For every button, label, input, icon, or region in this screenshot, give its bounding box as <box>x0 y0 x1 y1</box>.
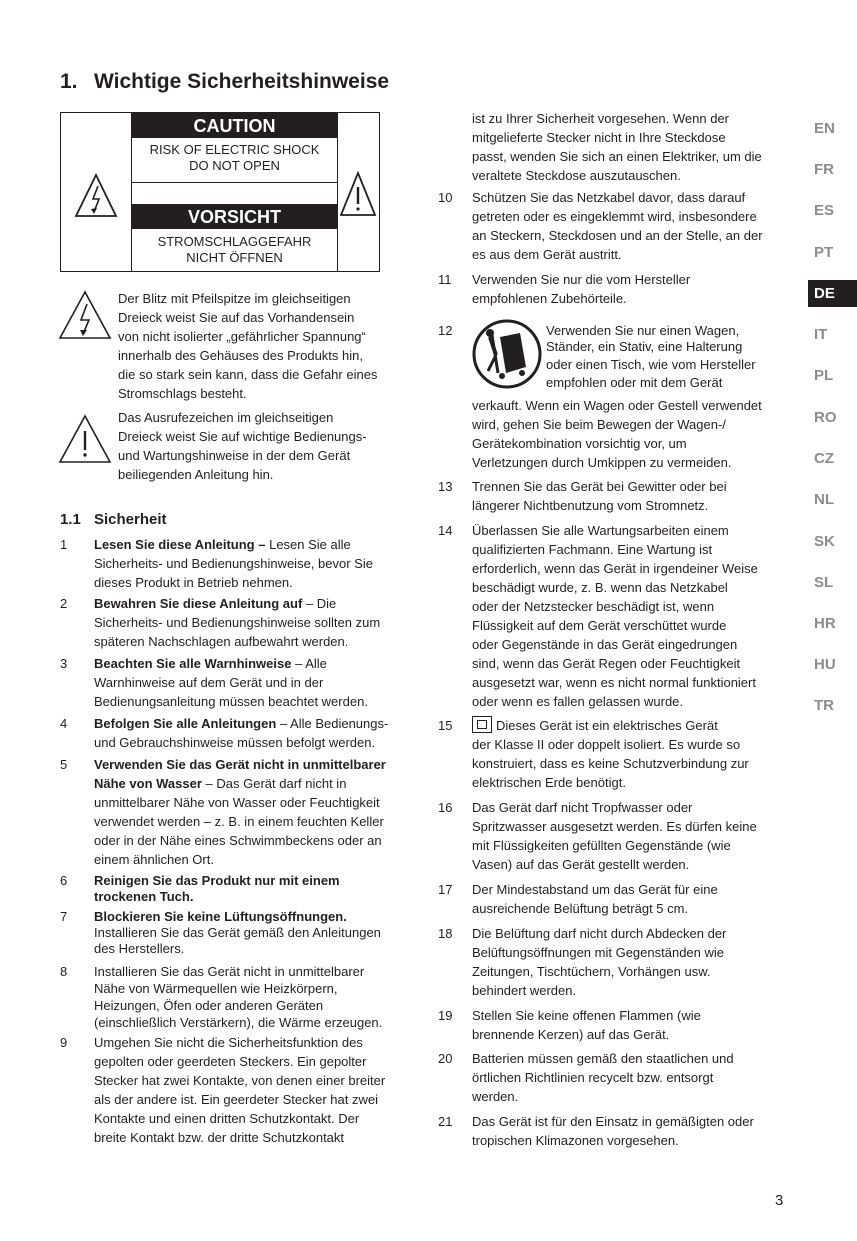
text-line: einem ähnlichen Ort. <box>94 852 214 867</box>
caution-exclamation-panel <box>337 113 379 271</box>
heading-title: Wichtige Sicherheitshinweise <box>94 70 390 93</box>
item-bold-text: Verwenden Sie das Gerät nicht in unmittelbarer <box>94 757 386 772</box>
item-number: 10 <box>438 190 453 205</box>
text-line: örtlichen Richtlinien recycelt bzw. entsorgt <box>472 1070 714 1085</box>
text-line: konstruiert, dass es keine Schutzverbindung zur <box>472 756 749 771</box>
text-line: ausgesetzt war, wenn es nicht normal funktioniert <box>472 675 756 690</box>
text-line: oder wenn es fallen gelassen wurde. <box>472 694 684 709</box>
text-line: empfohlen oder mit dem Gerät <box>546 375 723 390</box>
text-line: es aus dem Gerät austritt. <box>472 247 622 262</box>
text-line: oder einen Tisch, wie vom Hersteller <box>546 357 756 372</box>
caution-divider <box>132 182 337 204</box>
lightning-symbol-description <box>118 289 377 403</box>
text-line: Sicherheits- und Bedienungshinweise, bevor Sie <box>94 556 373 571</box>
lightning-triangle-icon <box>61 113 131 271</box>
text-line: Sicherheits- und Bedienungshinweise sollten zum <box>94 615 381 630</box>
text-line: Verwenden Sie nur einen Wagen, <box>546 323 740 338</box>
class-ii-double-insulation-icon <box>472 716 492 733</box>
lang-tab-de[interactable]: DE <box>808 280 857 307</box>
text-line: gepolten oder geerdeten Steckers. Ein gepolter <box>94 1054 367 1069</box>
caution-line-2: DO NOT OPEN <box>189 158 280 173</box>
lang-tab-hu[interactable]: HU <box>814 656 836 673</box>
item-bold-text: Blockieren Sie keine Lüftungsöffnungen. <box>94 909 347 924</box>
text-line: elektrischen Erde benötigt. <box>472 775 626 790</box>
lang-tab-sl[interactable]: SL <box>814 574 834 591</box>
item-bold-text: Bewahren Sie diese Anleitung auf <box>94 596 303 611</box>
item-number: 20 <box>438 1051 453 1066</box>
item-number: 7 <box>60 909 68 924</box>
text-line: Kontakte und einen dritten Schutzkontakt. Der <box>94 1111 360 1126</box>
text-line: Dreieck weist Sie auf das Vorhandensein <box>118 310 355 325</box>
list-item <box>438 321 798 471</box>
item-number: 12 <box>438 323 453 338</box>
text-line: oder der Netzstecker beschädigt ist, wenn <box>472 599 715 614</box>
text-line: verwendet werden – z. B. in einem feuchten Keller <box>94 814 384 829</box>
text-line: Dreieck weist Sie auf wichtige Bedienungs- <box>118 429 367 444</box>
text-line: Das Gerät darf nicht Tropfwasser oder <box>472 800 693 815</box>
text-line: längerer Nichtbenutzung vom Stromnetz. <box>472 498 709 513</box>
text-line: – Das Gerät darf nicht in <box>205 776 347 791</box>
text-line: Das Ausrufezeichen im gleichseitigen <box>118 410 334 425</box>
text-line: Überlassen Sie alle Wartungsarbeiten einem <box>472 523 729 538</box>
item-bold-text: Nähe von Wasser <box>94 776 202 791</box>
text-line: erforderlich, wenn das Gerät in irgendeiner Weise <box>472 561 758 576</box>
text-line: – Alle Bedienungs- <box>279 716 389 731</box>
vorsicht-title: VORSICHT <box>132 204 337 229</box>
item-number: 3 <box>60 656 68 671</box>
caution-box <box>60 112 380 272</box>
lightning-triangle-icon <box>58 290 112 342</box>
exclamation-symbol-description <box>118 408 367 484</box>
item-number: 5 <box>60 757 68 772</box>
caution-line-1: RISK OF ELECTRIC SHOCK <box>149 142 320 157</box>
text-line: Bedienungsanleitung müssen beachtet werden. <box>94 694 368 709</box>
text-line: Dieses Gerät ist ein elektrisches Gerät <box>496 718 718 733</box>
text-line: dieses Produkt in Betrieb nehmen. <box>94 575 293 590</box>
text-line: Verwenden Sie nur die vom Hersteller <box>472 272 691 287</box>
item-number: 1 <box>60 537 68 552</box>
text-line: Der Mindestabstand um das Gerät für eine <box>472 882 718 897</box>
text-line: oder Gegenstände in das Gerät eingedrungen <box>472 637 738 652</box>
vorsicht-line-2: NICHT ÖFFNEN <box>186 250 283 265</box>
text-line: unmittelbarer Nähe von Wasser oder Feuchtigkeit <box>94 795 380 810</box>
text-line: Spritzwasser ausgesetzt werden. Es dürfen keine <box>472 819 757 834</box>
exclamation-triangle-icon <box>337 113 379 271</box>
text-line: – Alle <box>295 656 327 671</box>
text-line: Heizungen, Öfen oder anderen Geräten <box>94 998 324 1013</box>
text-line: Warnhinweise auf dem Gerät und in der <box>94 675 324 690</box>
text-line: von nicht isolierter „gefährlicher Spannung“ <box>118 329 366 344</box>
text-line: der Klasse II oder doppelt isoliert. Es wurde so <box>472 737 741 752</box>
text-line: mitgelieferte Stecker nicht in Ihre Steckdose <box>472 130 726 145</box>
text-line: veraltete Steckdose auszutauschen. <box>472 168 681 183</box>
item-number: 21 <box>438 1114 453 1129</box>
text-line: wird, gehen Sie beim Bewegen der Wagen-/ <box>472 417 726 432</box>
text-line: empfohlenen Zubehörteile. <box>472 291 627 306</box>
text-line: Trennen Sie das Gerät bei Gewitter oder bei <box>472 479 727 494</box>
caution-label-panel <box>131 113 338 271</box>
text-line: Lesen Sie alle <box>269 537 351 552</box>
text-line: Installieren Sie das Gerät gemäß den Anleitungen <box>94 925 381 940</box>
item-bold-text: Befolgen Sie alle Anleitungen <box>94 716 277 731</box>
heading-number: 1. <box>60 70 78 93</box>
text-line: sind, wenn das Gerät Regen oder Feuchtigkeit <box>472 656 741 671</box>
lang-tab-nl[interactable]: NL <box>814 491 834 508</box>
item-number: 14 <box>438 523 453 538</box>
item-number: 2 <box>60 596 68 611</box>
item-bold-text: Beachten Sie alle Warnhinweise <box>94 656 292 671</box>
lang-tab-fr[interactable]: FR <box>814 161 834 178</box>
text-line: tropischen Klimazonen vorgesehen. <box>472 1133 679 1148</box>
lang-tab-pt[interactable]: PT <box>814 244 834 261</box>
lang-tab-cz[interactable]: CZ <box>814 450 834 467</box>
text-line: werden. <box>472 1089 519 1104</box>
exclamation-triangle-icon <box>58 414 112 466</box>
text-line: Installieren Sie das Gerät nicht in unmittelbarer <box>94 964 365 979</box>
text-line: getreten oder es eingeklemmt wird, insbesondere <box>472 209 757 224</box>
page-number: 3 <box>775 1192 784 1209</box>
item-number: 6 <box>60 873 68 888</box>
section-number: 1.1 <box>60 511 81 528</box>
lang-tab-pl[interactable]: PL <box>814 367 834 384</box>
text-line: Belüftungsöffnungen mit Gegenständen wie <box>472 945 724 960</box>
text-line: Stellen Sie keine offenen Flammen (wie <box>472 1008 701 1023</box>
text-line: Vasen) auf das Gerät gestellt werden. <box>472 857 690 872</box>
text-line: ist zu Ihrer Sicherheit vorgesehen. Wenn der <box>472 111 730 126</box>
lang-tab-tr[interactable]: TR <box>814 697 834 714</box>
item-bold-text: Reinigen Sie das Produkt nur mit einem <box>94 873 340 888</box>
text-line: späteren Nachschlagen aufbewahrt werden. <box>94 634 349 649</box>
text-line: Stecker hat zwei Kontakte, von denen einer breiter <box>94 1073 386 1088</box>
text-line: Zeitungen, Tischtüchern, Vorhängen usw. <box>472 964 711 979</box>
text-line: Der Blitz mit Pfeilspitze im gleichseitigen <box>118 291 351 306</box>
item-number: 11 <box>438 272 452 287</box>
lang-tab-es[interactable]: ES <box>814 202 835 219</box>
text-line: brennende Kerzen) auf das Gerät. <box>472 1027 670 1042</box>
text-line: (einschließlich Verstärkern), die Wärme erzeugen. <box>94 1015 383 1030</box>
text-line: – Die <box>305 596 337 611</box>
text-line: Umgehen Sie nicht die Sicherheitsfunktion des <box>94 1035 363 1050</box>
text-line: des Herstellers. <box>94 941 185 956</box>
text-line: Stromschlags besteht. <box>118 386 247 401</box>
text-line: als der andere ist. Ein geerdeter Stecker hat zwei <box>94 1092 378 1107</box>
item-bold-text: trockenen Tuch. <box>94 889 194 904</box>
text-line: passt, wenden Sie sich an einen Elektriker, um die <box>472 149 762 164</box>
text-line: beschädigt wurde, z. B. wenn das Netzkabel <box>472 580 728 595</box>
text-line: Flüssigkeit auf dem Gerät verschüttet wurde <box>472 618 727 633</box>
item-number: 16 <box>438 800 453 815</box>
item-number: 4 <box>60 716 68 731</box>
item-bold-text: Lesen Sie diese Anleitung – <box>94 537 266 552</box>
text-line: Batterien müssen gemäß den staatlichen und <box>472 1051 734 1066</box>
text-line: Die Belüftung darf nicht durch Abdecken der <box>472 926 727 941</box>
text-line: breite Kontakt bzw. der dritte Schutzkontakt <box>94 1130 345 1145</box>
text-line: innerhalb des Gehäuses des Produkts hin, <box>118 348 363 363</box>
text-line: an Steckern, Steckdosen und an der Stelle, an der <box>472 228 763 243</box>
caution-title: CAUTION <box>132 113 337 138</box>
text-line: Ständer, ein Stativ, eine Halterung <box>546 339 743 354</box>
lang-tab-hr[interactable]: HR <box>814 615 836 632</box>
text-line: Gerätekombination vorsichtig vor, um <box>472 436 687 451</box>
item-number: 8 <box>60 964 68 979</box>
text-line: verkauft. Wenn ein Wagen oder Gestell verwendet <box>472 398 762 413</box>
section-title: Sicherheit <box>94 511 167 528</box>
item-number: 13 <box>438 479 453 494</box>
text-line: behindert werden. <box>472 983 577 998</box>
text-line: Nähe von Wärmequellen wie Heizkörpern, <box>94 981 338 996</box>
lang-tab-ro[interactable]: RO <box>814 409 837 426</box>
section-heading <box>60 511 167 528</box>
text-line: die so stark sein kann, dass die Gefahr eines <box>118 367 378 382</box>
text-line: mit Flüssigkeiten gefüllten Gegenstände (wie <box>472 838 731 853</box>
item-number: 18 <box>438 926 453 941</box>
text-line: Schützen Sie das Netzkabel davor, dass darauf <box>472 190 746 205</box>
text-line: ausreichende Belüftung beträgt 5 cm. <box>472 901 689 916</box>
item-number: 15 <box>438 718 453 733</box>
text-line: beiliegenden Anleitung hin. <box>118 467 274 482</box>
vorsicht-line-1: STROMSCHLAGGEFAHR <box>157 234 312 249</box>
lang-tab-it[interactable]: IT <box>814 326 828 343</box>
text-line: oder in der Nähe eines Schwimmbeckens oder an <box>94 833 382 848</box>
caution-lightning-panel <box>61 113 131 271</box>
text-line: und Wartungshinweise in der dem Gerät <box>118 448 351 463</box>
lang-tab-en[interactable]: EN <box>814 120 835 137</box>
text-line: Das Gerät ist für den Einsatz in gemäßigten oder <box>472 1114 754 1129</box>
item-number: 9 <box>60 1035 68 1050</box>
item-number: 19 <box>438 1008 453 1023</box>
page-title <box>60 70 389 94</box>
text-line: qualifizierten Fachmann. Eine Wartung ist <box>472 542 713 557</box>
item-number: 17 <box>438 882 453 897</box>
text-line: Verletzungen durch Umkippen zu vermeiden. <box>472 455 732 470</box>
lang-tab-sk[interactable]: SK <box>814 533 835 550</box>
cart-warning-icon <box>472 319 542 389</box>
text-line: und Gebrauchshinweise müssen befolgt werden. <box>94 735 376 750</box>
